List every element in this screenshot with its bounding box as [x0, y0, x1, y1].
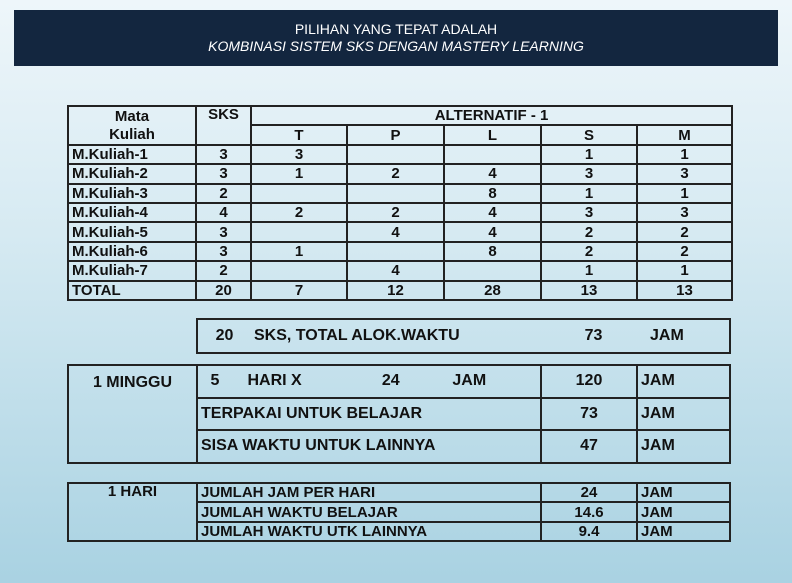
table-cell: 4	[444, 222, 541, 241]
minggu-calc	[197, 365, 541, 398]
total-alokasi-value: 73	[551, 319, 636, 353]
table-row	[68, 164, 732, 183]
table-cell: 3	[541, 203, 637, 222]
jam-per-hari-unit: JAM	[637, 483, 730, 502]
table-row	[68, 203, 732, 222]
header-m: M	[637, 125, 732, 144]
table-cell: 4	[196, 203, 251, 222]
minggu-hours: 24	[381, 372, 400, 390]
header-s: S	[541, 125, 637, 144]
waktu-lainnya-unit: JAM	[637, 522, 730, 541]
header-t: T	[251, 125, 347, 144]
terpakai-value: 73	[541, 398, 637, 431]
table-cell: 3	[196, 145, 251, 164]
minggu-days: 5	[210, 372, 220, 390]
table-cell: 1	[541, 261, 637, 280]
jam-per-hari-value: 24	[541, 483, 637, 502]
table-cell	[347, 242, 444, 261]
table-cell: 1	[637, 184, 732, 203]
table-cell: 2	[347, 164, 444, 183]
table-cell: 4	[347, 222, 444, 241]
table-cell: 8	[444, 242, 541, 261]
header-mata: Mata	[68, 106, 196, 125]
header-sks: SKS	[196, 106, 251, 145]
header-p: P	[347, 125, 444, 144]
sisa-value: 47	[541, 430, 637, 463]
table-cell	[347, 184, 444, 203]
table-cell	[347, 145, 444, 164]
table-row	[68, 184, 732, 203]
table-cell: 7	[251, 281, 347, 300]
table-cell: 3	[637, 203, 732, 222]
jam-per-hari-label: JUMLAH JAM PER HARI	[197, 483, 541, 502]
row-label: M.Kuliah-6	[68, 242, 196, 261]
table-cell: 3	[541, 164, 637, 183]
table-cell	[444, 261, 541, 280]
minggu-table	[67, 364, 731, 464]
table-cell: 3	[196, 222, 251, 241]
total-alokasi-label: SKS, TOTAL ALOK.WAKTU	[251, 319, 551, 353]
minggu-total-value: 120	[541, 365, 637, 398]
minggu-jam: JAM	[452, 372, 487, 390]
minggu-label: 1 MINGGU	[68, 365, 197, 463]
table-row	[68, 261, 732, 280]
table-cell: 2	[251, 203, 347, 222]
waktu-belajar-label: JUMLAH WAKTU BELAJAR	[197, 502, 541, 521]
table-row	[68, 222, 732, 241]
row-label: M.Kuliah-3	[68, 184, 196, 203]
table-row	[68, 145, 732, 164]
sisa-unit: JAM	[637, 430, 730, 463]
title-line-2: KOMBINASI SISTEM SKS DENGAN MASTERY LEARNING	[208, 38, 584, 54]
table-cell: 12	[347, 281, 444, 300]
row-label: TOTAL	[68, 281, 196, 300]
waktu-belajar-unit: JAM	[637, 502, 730, 521]
table-cell: 1	[251, 164, 347, 183]
table-cell: 3	[637, 164, 732, 183]
row-label: M.Kuliah-4	[68, 203, 196, 222]
table-cell: 2	[347, 203, 444, 222]
table-cell: 1	[637, 261, 732, 280]
table-cell: 1	[251, 242, 347, 261]
header-kuliah: Kuliah	[68, 125, 196, 144]
waktu-lainnya-label: JUMLAH WAKTU UTK LAINNYA	[197, 522, 541, 541]
table-cell: 1	[541, 145, 637, 164]
total-alokasi-unit: JAM	[636, 319, 730, 353]
alternatif-table	[67, 105, 733, 301]
table-cell	[251, 261, 347, 280]
table-cell: 28	[444, 281, 541, 300]
table-cell	[251, 222, 347, 241]
hari-table	[67, 482, 731, 542]
row-label: M.Kuliah-1	[68, 145, 196, 164]
table-row	[68, 281, 732, 300]
table-row	[68, 242, 732, 261]
terpakai-unit: JAM	[637, 398, 730, 431]
table-cell: 3	[196, 242, 251, 261]
hari-label: 1 HARI	[68, 483, 197, 541]
terpakai-label: TERPAKAI UNTUK BELAJAR	[197, 398, 541, 431]
header-alternatif: ALTERNATIF - 1	[251, 106, 732, 125]
minggu-total-unit: JAM	[637, 365, 730, 398]
table-cell: 3	[196, 164, 251, 183]
table-cell: 4	[444, 164, 541, 183]
minggu-hari-x: HARI X	[247, 372, 302, 390]
row-label: M.Kuliah-7	[68, 261, 196, 280]
total-sks: 20	[197, 319, 251, 353]
table-cell: 1	[541, 184, 637, 203]
table-cell: 2	[196, 184, 251, 203]
table-cell: 1	[637, 145, 732, 164]
table-cell: 13	[541, 281, 637, 300]
header-l: L	[444, 125, 541, 144]
title-line-1: PILIHAN YANG TEPAT ADALAH	[294, 21, 498, 37]
table-cell: 4	[347, 261, 444, 280]
waktu-belajar-value: 14.6	[541, 502, 637, 521]
table-cell: 8	[444, 184, 541, 203]
total-alokasi-box	[196, 318, 731, 354]
row-label: M.Kuliah-2	[68, 164, 196, 183]
table-cell: 4	[444, 203, 541, 222]
table-cell: 2	[637, 222, 732, 241]
title-bar	[14, 10, 778, 66]
row-label: M.Kuliah-5	[68, 222, 196, 241]
table-cell: 2	[637, 242, 732, 261]
table-cell: 2	[541, 242, 637, 261]
table-cell	[444, 145, 541, 164]
table-cell: 2	[196, 261, 251, 280]
sisa-label: SISA WAKTU UNTUK LAINNYA	[197, 430, 541, 463]
table-cell: 3	[251, 145, 347, 164]
table-cell: 13	[637, 281, 732, 300]
table-cell: 2	[541, 222, 637, 241]
table-cell	[251, 184, 347, 203]
table-cell: 20	[196, 281, 251, 300]
waktu-lainnya-value: 9.4	[541, 522, 637, 541]
